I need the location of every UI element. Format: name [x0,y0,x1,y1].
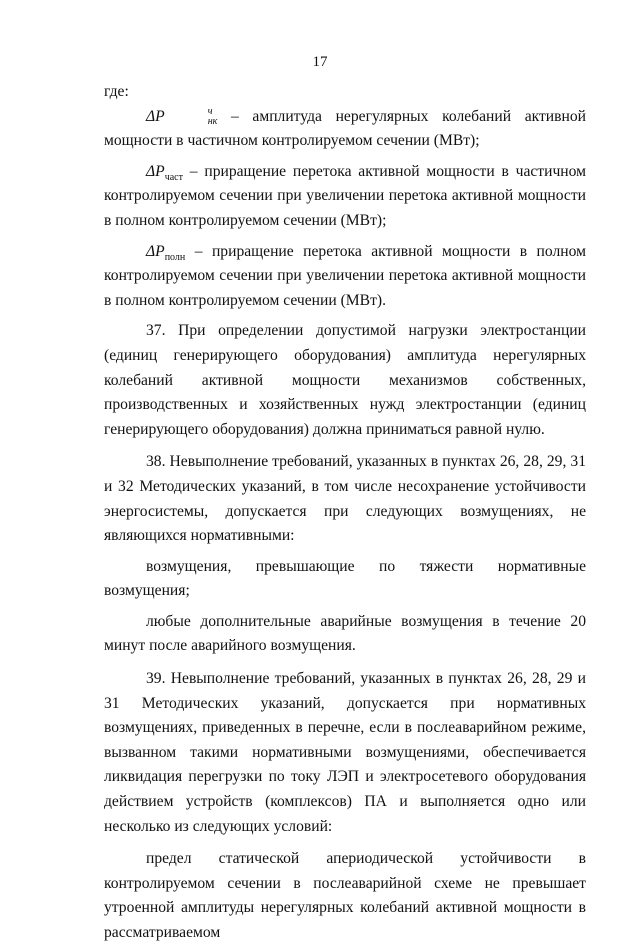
paragraph-38-item: любые дополнительные аварийные возмущения в течение 20 минут после аварийного возмущения. [104,612,586,655]
definition-symbol-sub: полн [164,251,186,263]
paragraph-38: 38. Невыполнение требований, указанных в пунктах 26, 28, 29, 31 и 32 Методических указаний, в том числе несохранение устойчивости энергосистемы, допускается при следующих возмущениях, не являющихся нормативными: [104,453,586,545]
definition-symbol: ΔP ч нк [146,106,218,128]
paragraph-39: 39. Невыполнение требований, указанных в пунктах 26, 28, 29 и 31 Методических указаний, допускается при нормативных возмущениях, приведенных в перечне, если в послеаварийном режиме, вызванном такими нормативными возмущениями, обеспечивается ликвидация перегрузки по току ЛЭП и электросетевого оборудования действием устройств (комплексов) ПА и выполняется одно или несколько из следующих условий: [104,670,586,835]
definition-text: – приращение перетока активной мощности в полном контролируемом сечении при увеличении перетока активной мощности в полном контролируемом сечении (МВт). [104,242,586,309]
definitions-intro: где: [104,83,129,100]
page-number: 17 [312,54,328,70]
document-body [104,80,586,946]
definition-item [104,160,586,234]
definition-symbol: $\Delta P_{част}$ [146,162,183,183]
definition-symbol-sub: нк [207,116,218,128]
definition-item [104,105,586,154]
definition-item [104,240,586,314]
definition-text: – амплитуда нерегулярных колебаний активной мощности в частичном контролируемом сечении (МВт); [104,107,586,150]
definition-symbol-sub: част [164,171,183,183]
paragraph-39-item: предел статической апериодической устойчивости в контролируемом сечении в послеаварийной схеме не превышает утроенной амплитуды нерегулярных колебаний активной мощности в рассматриваемом [104,850,586,941]
paragraph-38-item: возмущения, превышающие по тяжести нормативные возмущения; [104,557,586,600]
definition-symbol-sup: ч [207,106,213,118]
paragraph-37: 37. При определении допустимой нагрузки электростанции (единиц генерирующего оборудования) амплитуда нерегулярных колебаний активной мощности механизмов собственных, производственных и хозяйственных нужд электростанции (единиц генерирующего оборудования) должна приниматься равной нулю. [104,322,586,438]
definition-text: – приращение перетока активной мощности в частичном контролируемом сечении при увеличении перетока активной мощности в полном контролируемом сечении (МВт); [104,162,587,229]
definition-symbol: $\Delta P_{полн}$ [146,242,186,263]
